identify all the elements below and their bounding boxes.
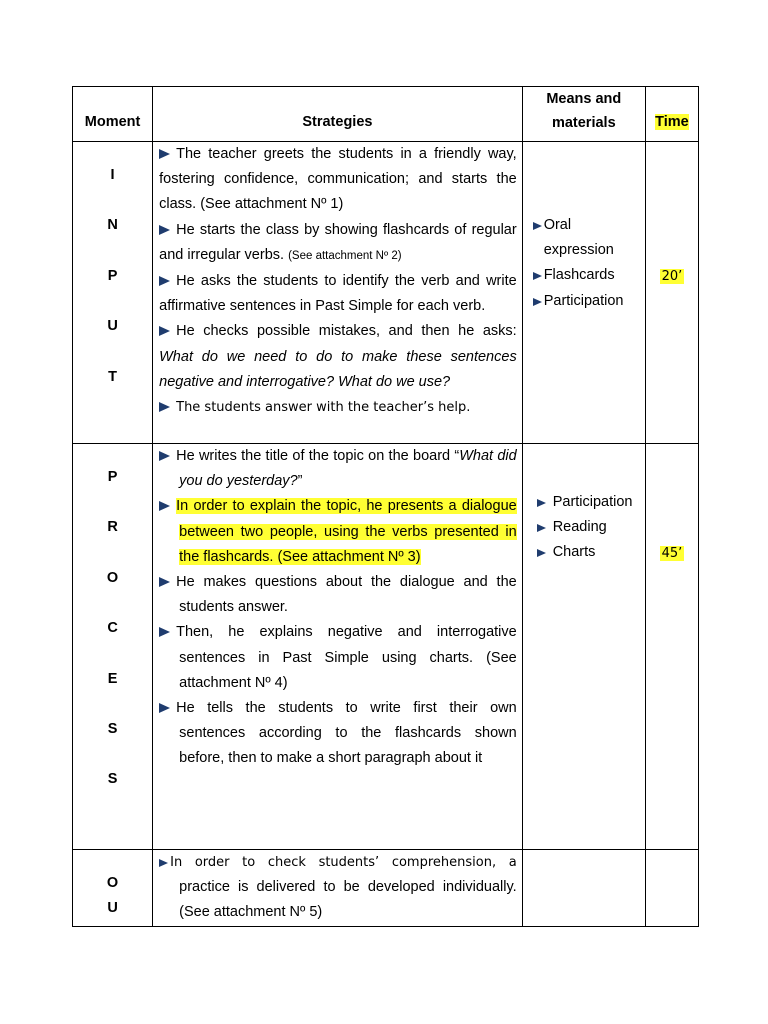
strategy-item: He writes the title of the topic on the board “What did you do yesterday?”	[159, 444, 517, 494]
means-item: Participation	[533, 289, 645, 314]
moment-letter: U	[107, 900, 118, 917]
means-process	[522, 444, 645, 850]
bullet-triangle-icon	[159, 326, 170, 336]
strategy-item: He starts the class by showing flashcards of regular and irregular verbs. (See attachment Nº 2)	[159, 221, 517, 263]
moment-letter: O	[106, 569, 119, 586]
moment-letter: P	[107, 267, 118, 284]
bullet-triangle-icon	[537, 549, 546, 557]
strategies-output	[153, 850, 523, 927]
means-item: Reading	[537, 515, 645, 540]
header-time-label: Time	[655, 114, 689, 130]
bullet-triangle-icon	[533, 298, 542, 306]
means-item: Flashcards	[533, 263, 645, 288]
moment-letter: T	[108, 368, 117, 385]
moment-letter: I	[110, 167, 115, 183]
strategy-item: In order to explain the topic, he presents a dialogue between two people, using the verbs presented in the flashcards. (See attachment Nº 3)	[159, 494, 517, 570]
header-time	[645, 87, 698, 142]
bullet-triangle-icon	[159, 402, 170, 412]
time-process	[645, 444, 698, 850]
header-means-line2: materials	[551, 115, 616, 131]
moment-letter: S	[107, 720, 118, 737]
means-output	[522, 850, 645, 927]
header-means	[522, 87, 645, 142]
strategies-process	[153, 444, 523, 850]
moment-letter: N	[107, 217, 118, 234]
strategy-item: The students answer with the teacher’s help.	[159, 395, 517, 420]
moment-letter: C	[107, 620, 118, 637]
moment-output	[73, 850, 153, 927]
moment-input	[73, 142, 153, 444]
strategy-item: The teacher greets the students in a friendly way, fostering confidence, communication; and starts the class. (See attachment Nº 1)	[159, 146, 517, 213]
time-input	[645, 142, 698, 444]
bullet-triangle-icon	[537, 524, 546, 532]
moment-letter: E	[107, 670, 118, 687]
moment-letter: R	[107, 519, 118, 536]
bullet-triangle-icon	[159, 149, 170, 159]
moment-process	[73, 444, 153, 850]
strategy-item: He checks possible mistakes, and then he asks: What do we need to do to make these sentences negative and interrogative? What do we use?	[159, 323, 517, 390]
strategies-input	[153, 142, 523, 444]
moment-letter: S	[107, 771, 118, 788]
time-value: 45’	[661, 546, 683, 561]
means-item: Participation	[537, 490, 645, 515]
strategy-item: He asks the students to identify the verb and write affirmative sentences in Past Simple for each verb.	[159, 273, 517, 315]
means-input	[522, 142, 645, 444]
strategy-item: Then, he explains negative and interrogative sentences in Past Simple using charts. (See attachment Nº 4)	[159, 620, 517, 696]
lesson-plan-table	[72, 86, 699, 927]
bullet-triangle-icon	[533, 222, 542, 230]
strategy-item: He tells the students to write first their own sentences according to the flashcards shown before, then to make a short paragraph about it	[159, 696, 517, 772]
header-strategies: Strategies	[153, 87, 523, 142]
moment-letter: P	[107, 469, 118, 485]
means-item: Charts	[537, 540, 645, 565]
bullet-triangle-icon	[159, 276, 170, 286]
strategy-item: He makes questions about the dialogue and the students answer.	[159, 570, 517, 620]
header-means-line1: Means and	[546, 91, 622, 107]
means-item: Oral	[533, 213, 645, 238]
moment-letter: O	[106, 875, 119, 891]
bullet-triangle-icon	[159, 703, 170, 713]
bullet-triangle-icon	[159, 225, 170, 235]
bullet-triangle-icon	[159, 501, 170, 511]
bullet-triangle-icon	[537, 499, 546, 507]
bullet-triangle-icon	[533, 272, 542, 280]
moment-letter: U	[107, 318, 118, 335]
bullet-triangle-icon	[159, 451, 170, 461]
bullet-triangle-icon	[159, 627, 170, 637]
bullet-triangle-icon	[159, 577, 170, 587]
header-moment: Moment	[73, 87, 153, 142]
means-item: expression	[543, 242, 614, 259]
time-value: 20’	[661, 269, 683, 284]
time-output	[645, 850, 698, 927]
strategy-item: In order to check students’ comprehension, a practice is delivered to be developed individually. (See attachment Nº 5)	[159, 850, 517, 926]
bullet-triangle-icon	[159, 859, 168, 867]
